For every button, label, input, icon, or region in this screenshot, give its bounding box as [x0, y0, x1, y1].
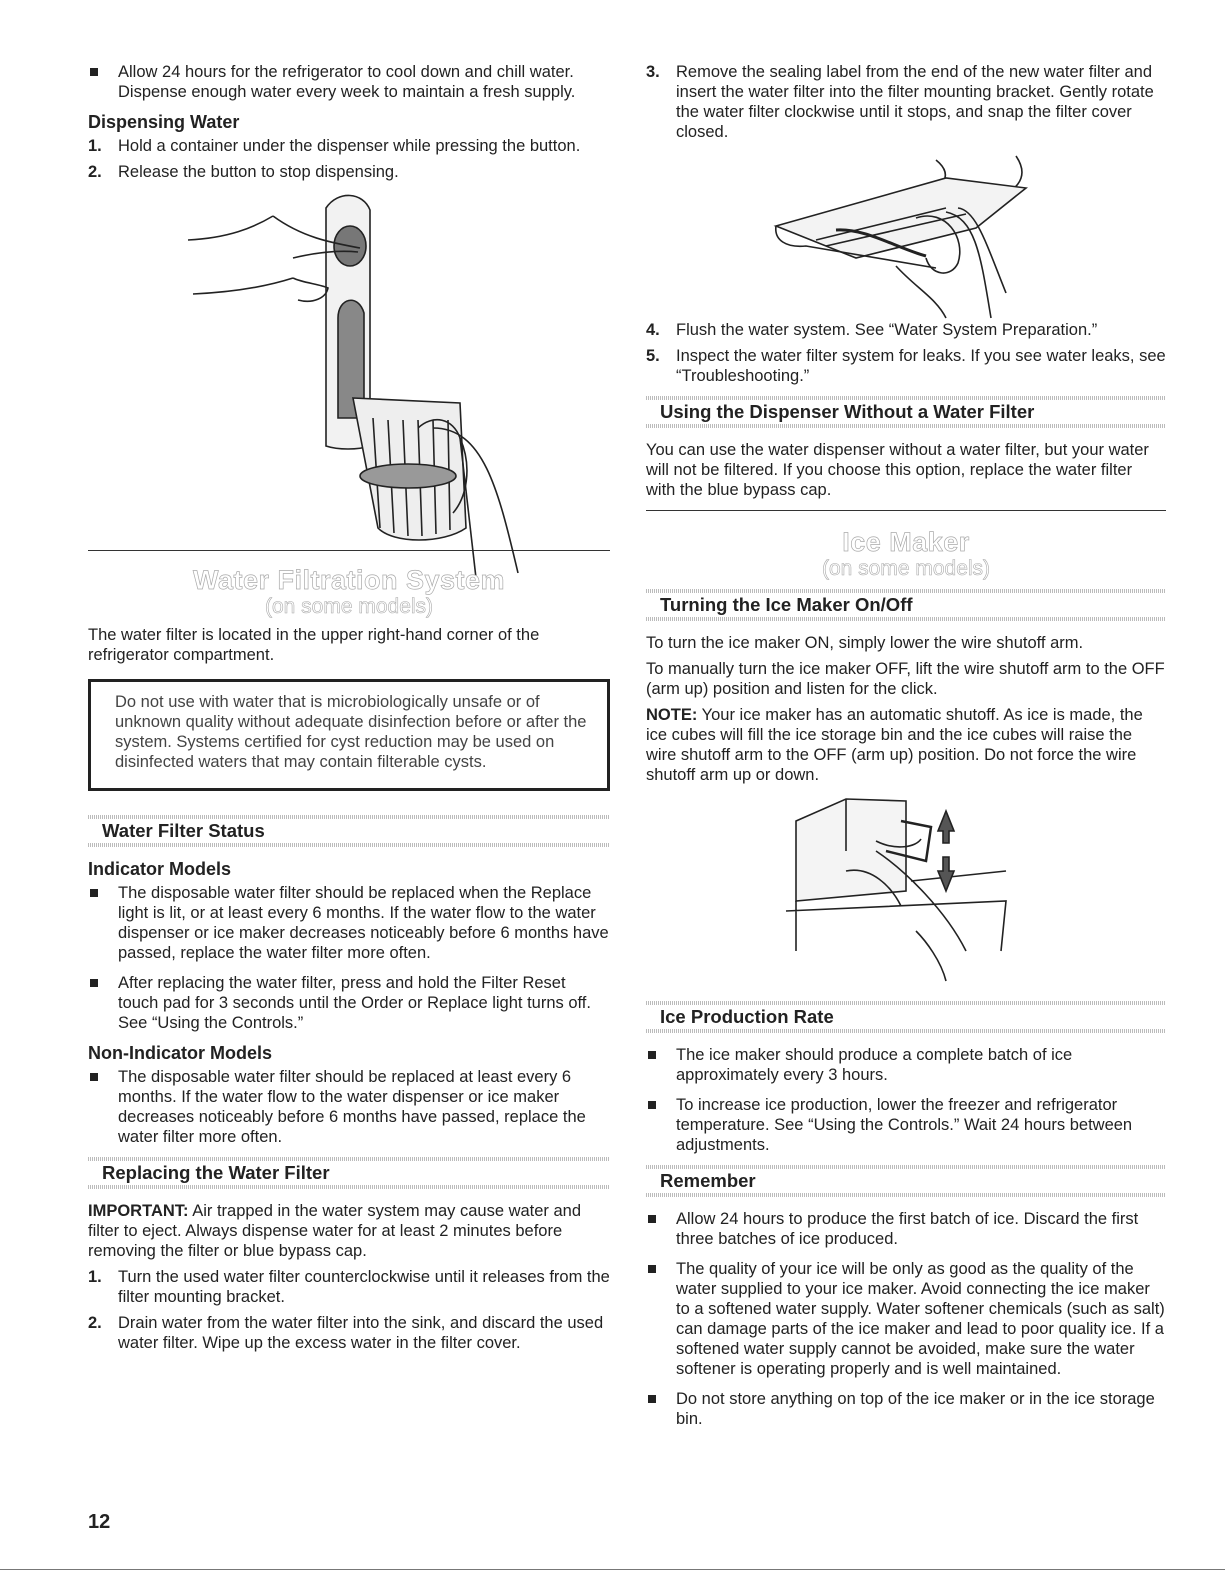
page-number: 12: [88, 1511, 111, 1533]
section-title: Water Filtration System: [192, 565, 506, 595]
bullet-icon: [90, 1073, 98, 1081]
dispenser-illustration: [88, 188, 610, 580]
replacing-bar-heading: Replacing the Water Filter: [88, 1157, 610, 1189]
nofilter-bar-heading: Using the Dispenser Without a Water Filter: [646, 396, 1166, 428]
bottom-rule: [0, 1569, 1225, 1570]
list-item: Allow 24 hours to produce the first batch of ice. Discard the first three batches of ice produced.: [646, 1209, 1166, 1249]
list-item: 1. Turn the used water filter counterclockwise until it releases from the filter mounting bracket.: [88, 1268, 610, 1306]
bullet-icon: [90, 68, 98, 76]
list-item: After replacing the water filter, press and hold the Filter Reset touch pad for 3 seconds until the Order or Replace light turns off. See “Using the Controls.”: [88, 973, 610, 1033]
list-item: 3. Remove the sealing label from the end of the new water filter and insert the water filter into the filter mounting bracket. Gently rotate the water filter clockwise until it stops, and snap the filter cover closed.: [646, 63, 1154, 141]
rate-list: [646, 1045, 1166, 1155]
bullet-icon: [90, 889, 98, 897]
onoff-text-1: To turn the ice maker ON, simply lower the wire shutoff arm.: [646, 634, 1084, 652]
bullet-icon: [648, 1395, 656, 1403]
bullet-icon: [648, 1265, 656, 1273]
list-item: Do not store anything on top of the ice maker or in the ice storage bin.: [646, 1389, 1166, 1429]
dispensing-steps: [88, 136, 610, 182]
list-item: 1. Hold a container under the dispenser while pressing the button.: [88, 137, 581, 155]
warning-text: Do not use with water that is microbiologically unsafe or of unknown quality without adequate disinfection before or after the system. Systems certified for cyst reduction may be used on disinfected waters that may contain filterable cysts.: [115, 693, 587, 771]
section-subtitle: (on some models): [264, 595, 434, 618]
note-text: NOTE: Your ice maker has an automatic shutoff. As ice is made, the ice cubes will fill the ice storage bin and the ice cubes will raise the wire shutoff arm to the OFF (arm up) position. Do not force the wire shutoff arm up or down.: [646, 706, 1143, 784]
nofilter-text: You can use the water dispenser without a water filter, but your water will not be filtered. If you choose this option, replace the water filter with the blue bypass cap.: [646, 441, 1149, 499]
left-column: [88, 62, 610, 1359]
right-column: [646, 62, 1166, 1439]
replace-steps-continued: [646, 62, 1166, 142]
list-item: Allow 24 hours for the refrigerator to cool down and chill water. Dispense enough water every week to maintain a fresh supply.: [88, 62, 610, 102]
list-item: 5. Inspect the water filter system for leaks. If you see water leaks, see “Troubleshooting.”: [646, 347, 1166, 385]
list-item: 2. Drain water from the water filter into the sink, and discard the used water filter. Wipe up the excess water in the filter cover.: [88, 1314, 604, 1352]
intro-list: [88, 62, 610, 102]
dispensing-heading: Dispensing Water: [88, 112, 240, 132]
list-item: The ice maker should produce a complete batch of ice approximately every 3 hours.: [646, 1045, 1166, 1085]
filter-install-illustration: [646, 148, 1166, 320]
bullet-icon: [648, 1051, 656, 1059]
replace-steps: [88, 1267, 610, 1353]
indicator-list: [88, 883, 610, 1033]
remember-bar-heading: Remember: [646, 1165, 1166, 1197]
rate-bar-heading: Ice Production Rate: [646, 1001, 1166, 1033]
list-item: 4. Flush the water system. See “Water System Preparation.”: [646, 321, 1098, 339]
remember-list: [646, 1209, 1166, 1429]
status-bar-heading: Water Filter Status: [88, 815, 610, 847]
bullet-icon: [648, 1215, 656, 1223]
ice-maker-title: Ice Maker: [842, 527, 970, 557]
nonindicator-list: [88, 1067, 610, 1147]
list-item: The disposable water filter should be replaced when the Replace light is lit, or at least every 6 months. If the water flow to the water dispenser or ice maker decreases noticeably before 6 months have passed, replace the water filter more often.: [88, 883, 610, 963]
indicator-heading: Indicator Models: [88, 859, 232, 879]
section-rule: [88, 550, 610, 551]
bullet-icon: [90, 979, 98, 987]
flush-steps: [646, 320, 1166, 386]
section-rule: [646, 510, 1166, 511]
warning-box: [88, 679, 610, 791]
nonindicator-heading: Non-Indicator Models: [88, 1043, 272, 1063]
location-text: The water filter is located in the upper right-hand corner of the refrigerator compartment.: [88, 626, 540, 664]
list-item: The disposable water filter should be replaced at least every 6 months. If the water flow to the water dispenser or ice maker decreases noticeably before 6 months have passed, replace the water filter more often.: [88, 1067, 610, 1147]
ice-maker-illustration: [646, 791, 1166, 991]
list-item: To increase ice production, lower the freezer and refrigerator temperature. See “Using the Controls.” Wait 24 hours between adjustments.: [646, 1095, 1166, 1155]
onoff-bar-heading: Turning the Ice Maker On/Off: [646, 589, 1166, 621]
list-item: 2. Release the button to stop dispensing.: [88, 163, 399, 181]
bullet-icon: [648, 1101, 656, 1109]
ice-maker-subtitle: (on some models): [821, 557, 991, 580]
important-text: IMPORTANT: Air trapped in the water system may cause water and filter to eject. Always dispense water for at least 2 minutes before removing the filter or blue bypass cap.: [88, 1202, 582, 1260]
list-item: The quality of your ice will be only as good as the quality of the water supplied to your ice maker. Avoid connecting the ice maker to a softened water supply. Water softener chemicals (such as salt) can damage parts of the ice maker and lead to poor quality ice. If a softened water supply cannot be avoided, make sure the water softener is operating properly and is well maintained.: [646, 1259, 1166, 1379]
onoff-text-2: To manually turn the ice maker OFF, lift the wire shutoff arm to the OFF (arm up) position and listen for the click.: [646, 660, 1165, 698]
